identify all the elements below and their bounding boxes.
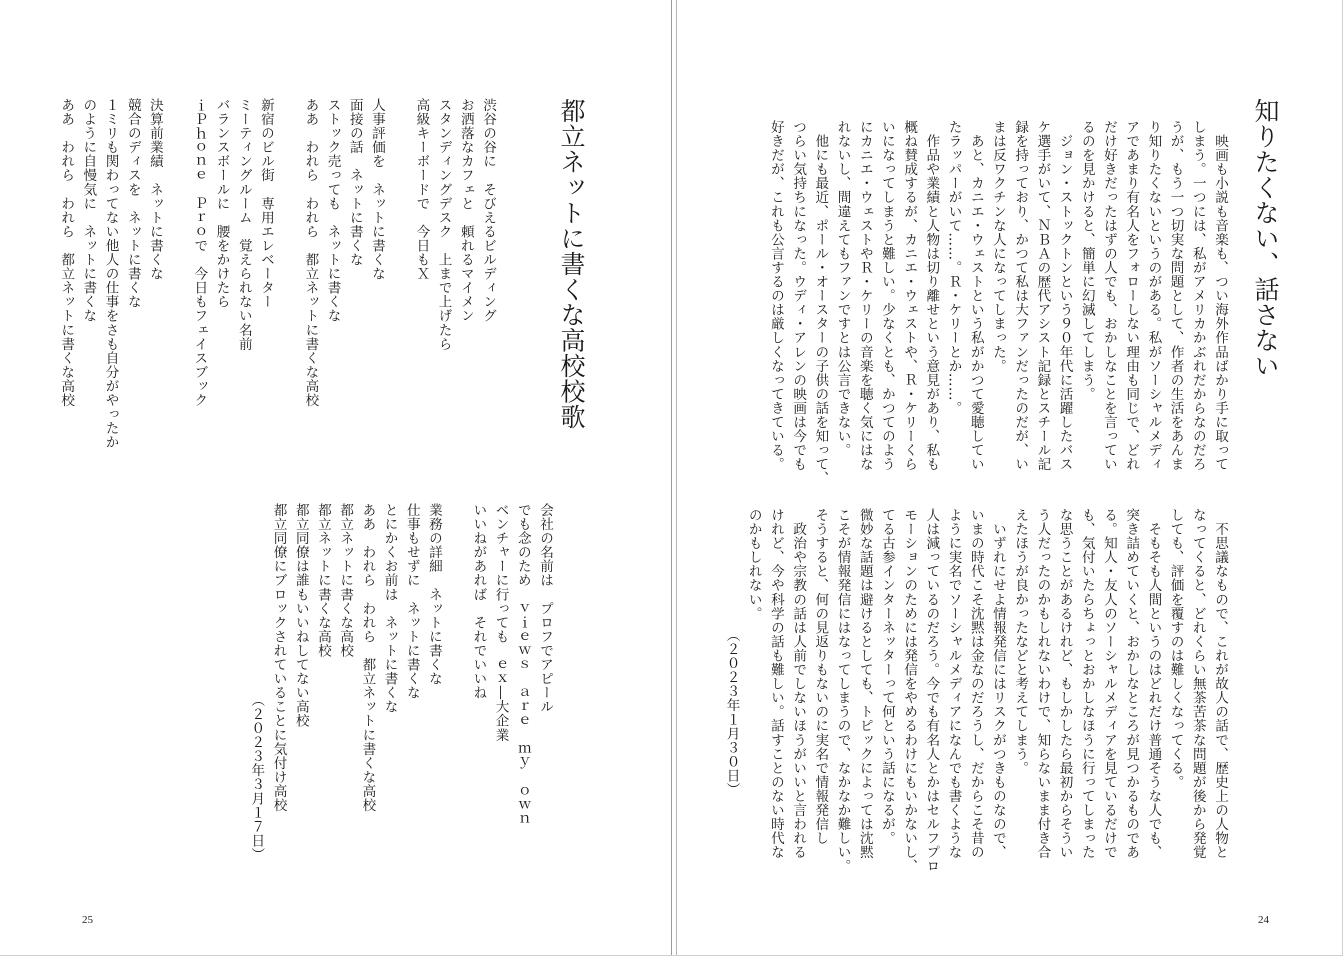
lyric-line: のように自慢気に ネットに書くな [80,98,97,323]
essay-line: ケ選手がいて、ＮＢＡの歴代アシスト記録とスチール記 [1034,120,1051,472]
essay-line: 概ね賛成するが、カニエ・ウェストや、Ｒ・ケリーくら [901,120,918,472]
page-number-25: 25 [82,914,93,926]
lyric-line: ああ われら われら 都立ネットに書くな高校 [359,503,376,813]
essay-date: （２０２３年１月３０日） [723,628,740,797]
essay-line: 人は減っているのだろう。今でも有名人とかはセルフプロ [923,508,940,874]
essay-line: しても、評価を覆すのは難しくなってくる。 [1167,508,1184,789]
essay-line: まは反ワクチンな人になってしまった。 [989,120,1006,373]
lyric-line: スタンディングデスク 上まで上げたら [435,98,452,351]
essay-line: 微妙な話題は避けるとしても、トピックによっては沈黙 [856,508,873,860]
lyric-line: １ミリも関わってない他人の仕事をさも自分がやったか [102,98,119,450]
lyric-line: 都立ネットに書くな高校 [337,503,354,658]
essay-line: けれど、今や科学の話も難しい。話すことのない時代な [767,508,784,860]
essay-line: うが、もう一つ切実な問題として、作者の生活をあんま [1167,120,1184,472]
page-number-24: 24 [1258,914,1269,926]
essay-line: そうすると、何の見返りもないのに実名で情報発信し [812,508,829,846]
essay-line: しまう。一つには、私がアメリカかぶれだからなのだろ [1189,120,1206,472]
essay-line: ように実名でソーシャルメディアになんでも書くような [945,508,962,860]
essay-line: いまの時代こそ沈黙は金なのだろうし、だからこそ昔の [967,508,984,860]
lyric-line: 都立同僚にブロックされていることに気付け高校 [270,503,287,813]
essay-line: 好きだが、これも公言するのは厳しくなってきている。 [767,120,784,472]
lyric-line: 競合のディスを ネットに書くな [124,98,141,309]
lyric-line: 都立ネットに書くな高校 [314,503,331,658]
essay-line: も、気付いたらちょっとおかしなほうに行ってしまった [1078,508,1095,860]
lyric-line: 高級キーボードで 今日もＸ [413,98,430,281]
lyric-line: 都立同僚は誰もいいねしてない高校 [292,503,309,728]
lyric-line: バランスボールに 腰をかけたら [213,98,230,309]
essay-line: なってくると、どれくらい無茶苦茶な問題が後から発覚 [1189,508,1206,860]
essay-line: 他にも最近、ポール・オースターの子供の話を知って、 [812,120,829,486]
essay-line: たラッパーがいて……。Ｒ・ケリーとか……。 [945,120,962,416]
lyric-line: 新宿のビル街 専用エレベーター [257,98,274,309]
essay-line: アであまり有名人をフォローしない理由も同じで、どれ [1123,120,1140,472]
essay-line: あと、カニエ・ウェストという私がかつて愛聴してい [967,120,984,472]
essay-line: るのを見かけると、簡単に幻滅してしまう。 [1078,120,1095,401]
lyric-line: 会社の名前は プロフでアピール [537,503,553,714]
essay-line: 映画も小説も音楽も、つい海外作品ばかり手に取って [1212,120,1228,472]
essay-line: る。知人・友人のソーシャルメディアを見ているだけで [1100,508,1117,860]
lyric-line: ああ われら われら 都立ネットに書くな高校 [58,98,75,408]
essay-line: のかもしれない。 [745,508,762,621]
lyric-line: 人事評価を ネットに書くな [368,98,385,281]
essay-line: う人だったのかもしれないわけで、知らないまま付き合 [1034,508,1051,860]
essay-line: れないし、間違えてもファンですとは公言できない。 [834,120,851,458]
essay-line: てる古参インターネッターって何という話になるが。 [878,508,895,846]
lyric-line: ミーティングルーム 覚えられない名前 [235,98,252,351]
lyric-line: 渋谷の谷に そびえるビルディング [480,98,496,323]
lyric-line: ｉＰｈｏｎｅ Ｐｒｏで 今日もフェイスブック [191,98,208,408]
essay-line: ジョン・ストックトンという９０年代に活躍したバス [1056,120,1073,472]
essay-title: 知りたくない、話さない [1251,98,1280,379]
essay-line: だけ好きだったはずの人でも、おかしなことを言ってい [1100,120,1117,472]
essay-line: り知りたくないというのがある。私がソーシャルメディ [1145,120,1162,472]
essay-line: 政治や宗教の話は人前でしないほうがいいと言われる [790,508,807,860]
essay-line: こそが情報発信にはなってしまうので、なかなか難しい。 [834,508,851,874]
lyric-line: ベンチャーに行っても ｅｘ―大企業 [492,503,509,742]
lyric-line: いいねがあれば それでいいね [470,503,487,700]
essay-line: そもそも人間というのはどれだけ普通そうな人でも、 [1145,508,1162,860]
essay-line: 録を持っており、かつて私は大ファンだったのだが、い [1012,120,1029,472]
essay-line: 突き詰めていくと、おかしなところが見つかるものであ [1123,508,1140,860]
essay-line: つらい気持ちになった。ウディ・アレンの映画は今でも [790,120,807,472]
song-date: （２０２３年３月１７日） [248,693,265,862]
lyric-line: でも念のため ｖｉｅｗｓ ａｒｅ ｍｙ ｏｗｎ [514,503,531,827]
essay-line: いずれにせよ情報発信にはリスクがつきものなので、 [989,508,1006,860]
essay-line: えたほうが良かったなどと考えてしまう。 [1012,508,1029,775]
song-title: 都立ネットに書くな高校校歌 [557,98,586,430]
lyric-line: とにかくお前は ネットに書くな [381,503,398,714]
lyric-line: 決算前業績 ネットに書くな [146,98,163,281]
lyric-line: 面接の話 ネットに書くな [346,98,363,267]
lyric-line: ストック売っても ネットに書くな [324,98,341,323]
lyric-line: ああ われら われら 都立ネットに書くな高校 [302,98,319,408]
essay-line: モーションのためには発信をやめるわけにもいかないし、 [901,508,918,874]
lyric-line: お洒落なカフェと 頼れるマイメン [457,98,474,323]
lyric-line: 業務の詳細 ネットに書くな [425,503,442,686]
essay-line: いになってしまうと難しい。少なくとも、かつてのよう [878,120,895,472]
essay-line: にカニエ・ウェストやＲ・ケリーの音楽を聴く気にはな [856,120,873,472]
lyric-line: 仕事もせずに ネットに書くな [403,503,420,700]
essay-line: 不思議なもので、これが故人の話で、歴史上の人物と [1212,508,1228,860]
essay-line: 作品や業績と人物は切り離せという意見があり、私も [923,120,940,472]
essay-line: な思うことがあるけれど、もしかしたら最初からそうい [1056,508,1073,860]
